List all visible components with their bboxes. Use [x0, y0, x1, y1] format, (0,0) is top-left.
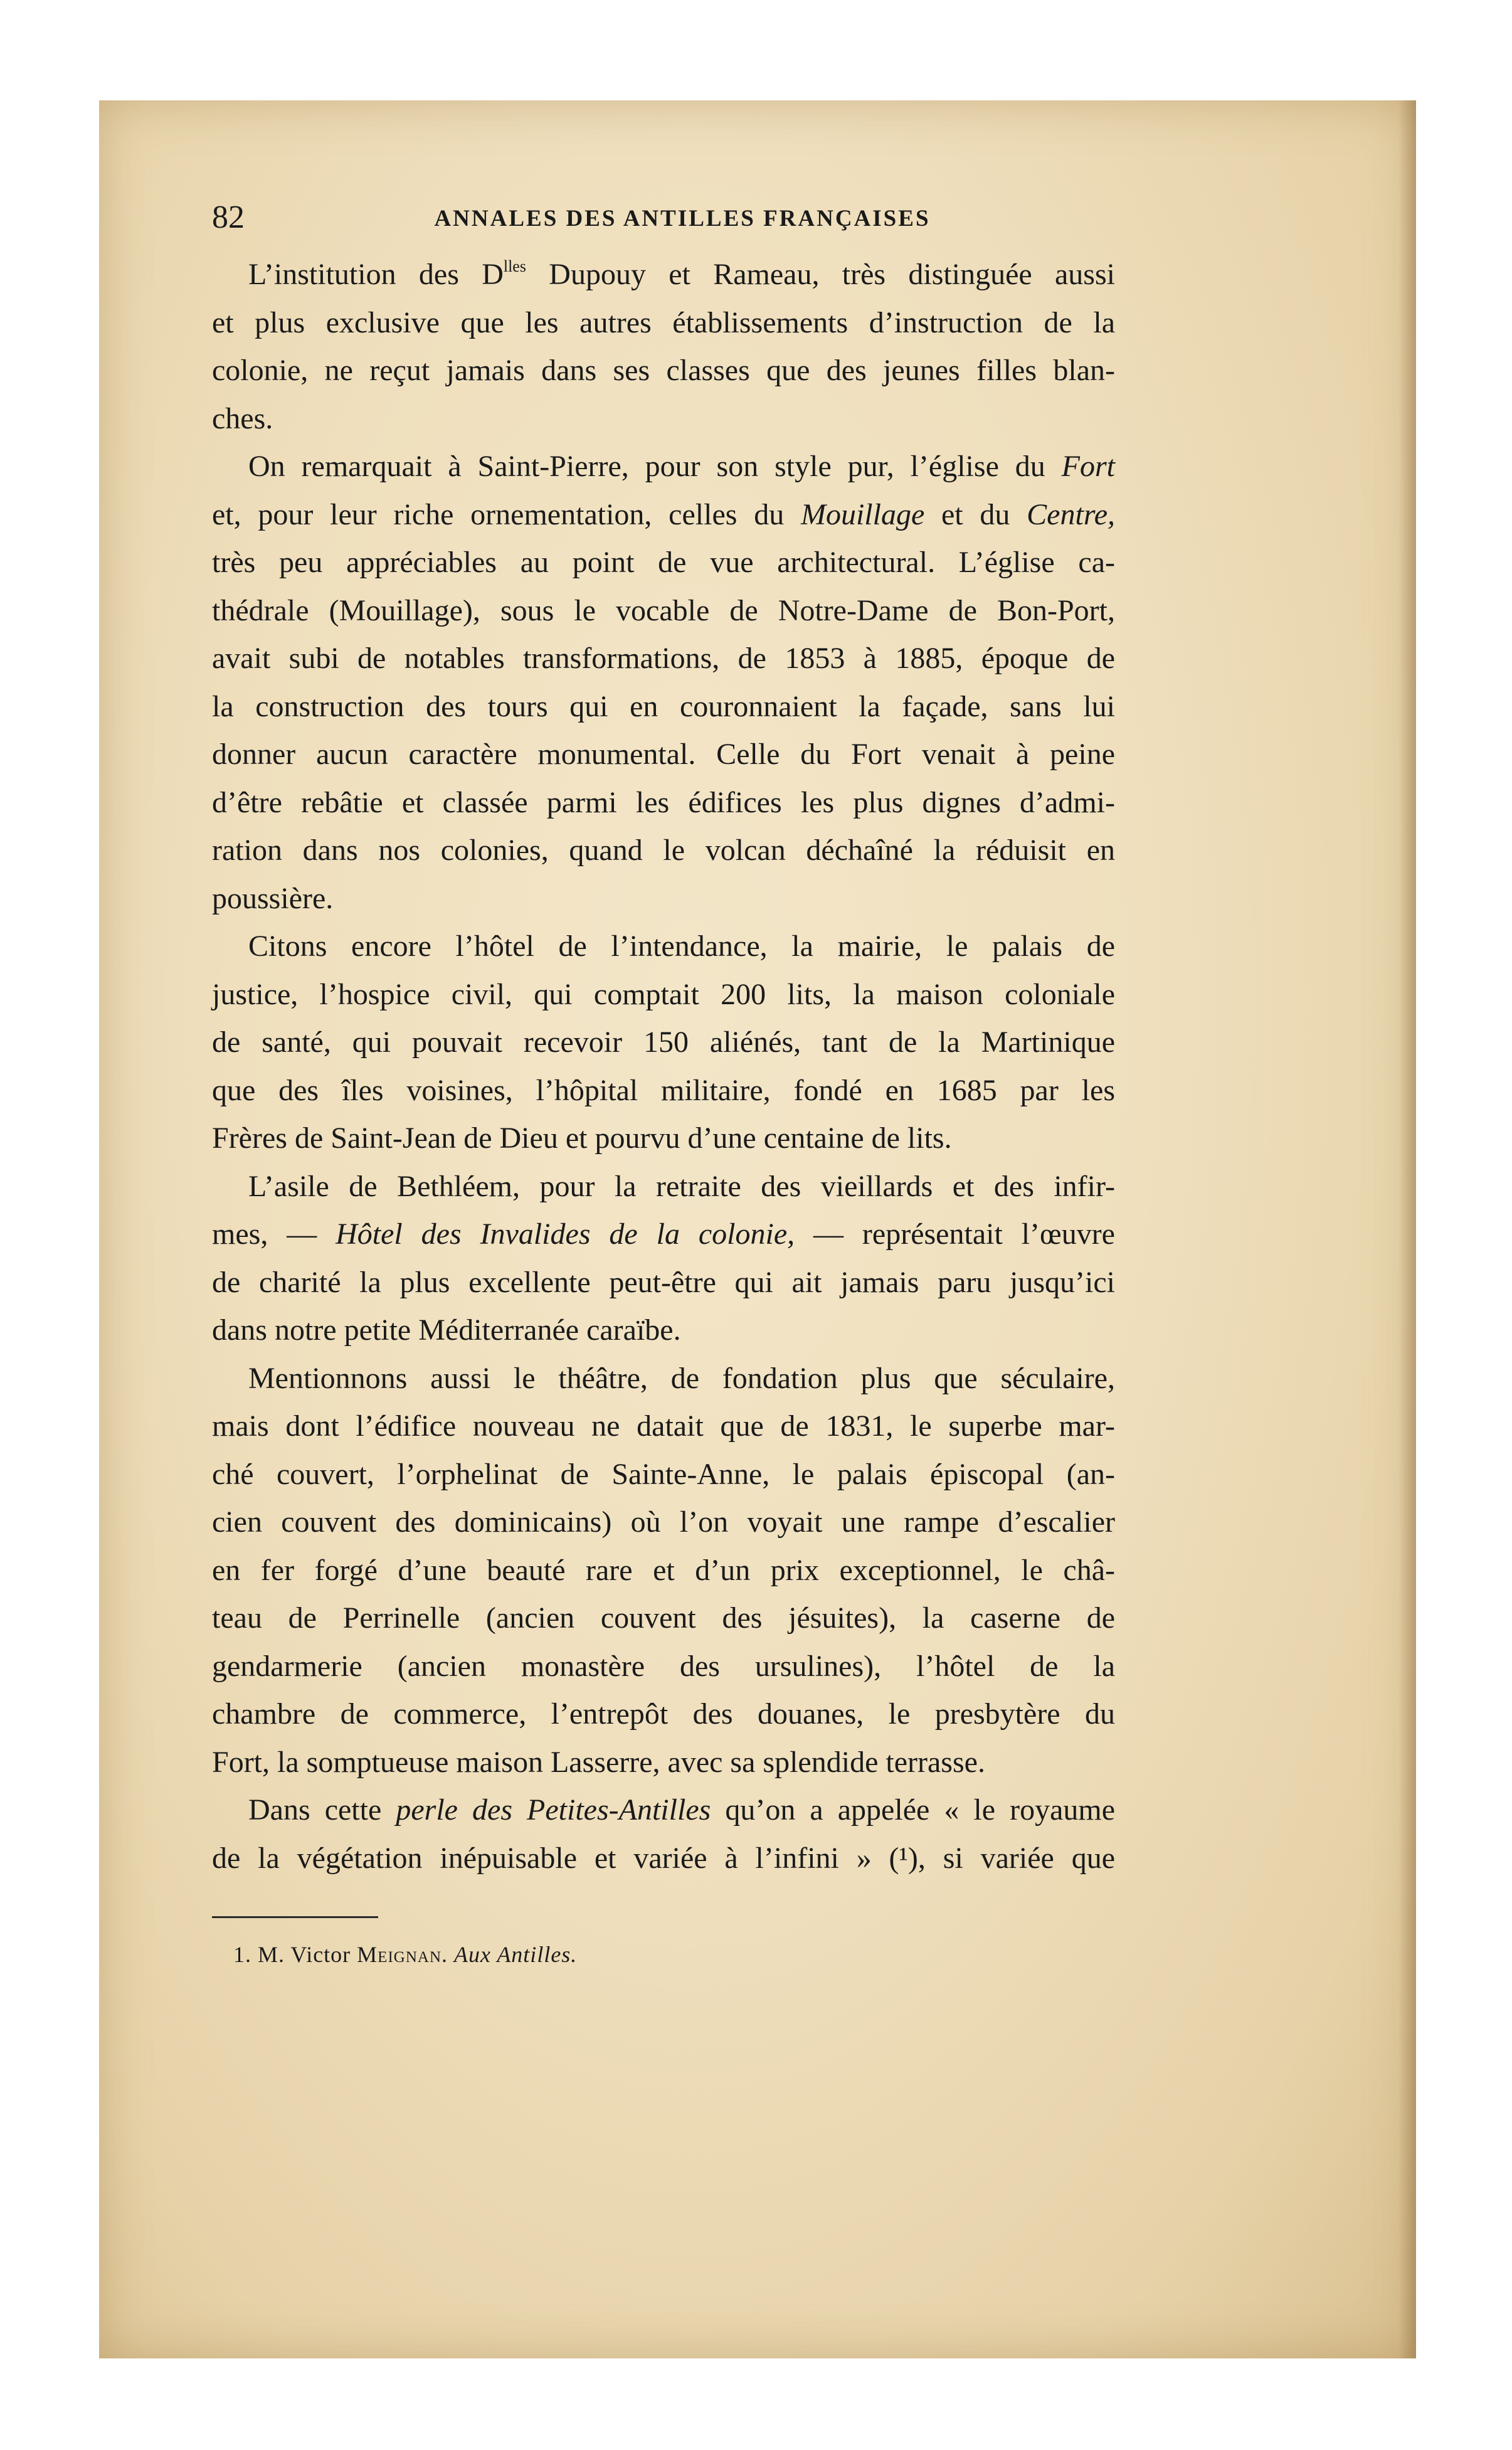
paragraph	[212, 1163, 1115, 1355]
text-line: très peu appréciables au point de vue architectural. L’église ca-	[212, 546, 1115, 579]
text-line: Citons encore l’hôtel de l’intendance, la mairie, le palais de	[248, 930, 1115, 963]
text-line: et plus exclusive que les autres établissements d’instruction de la	[212, 305, 1115, 339]
text-line: donner aucun caractère monumental. Celle du Fort venait à peine	[212, 738, 1115, 771]
text-line: la construction des tours qui en couronnaient la façade, sans lui	[212, 689, 1115, 723]
paragraph	[212, 251, 1115, 443]
footnote-author-name: Meignan	[357, 1942, 441, 1967]
text-line: colonie, ne reçut jamais dans ses classes que des jeunes filles blan-	[212, 354, 1115, 387]
text-line: ché couvert, l’orphelinat de Sainte-Anne, le palais épiscopal (an-	[212, 1457, 1115, 1491]
text-line: Frères de Saint-Jean de Dieu et pourvu d’une centaine de lits.	[212, 1122, 952, 1155]
text-line: de santé, qui pouvait recevoir 150 aliénés, tant de la Martinique	[212, 1026, 1115, 1059]
text-line: Mentionnons aussi le théâtre, de fondation plus que séculaire,	[248, 1361, 1115, 1395]
text-line: justice, l’hospice civil, qui comptait 200 lits, la maison coloniale	[212, 977, 1115, 1011]
footnote-rule	[212, 1916, 378, 1918]
paragraph	[212, 443, 1115, 923]
text-line: dans notre petite Méditerranée caraïbe.	[212, 1313, 681, 1347]
text-line: ches.	[212, 401, 273, 435]
text-line: On remarquait à Saint-Pierre, pour son style pur, l’église du Fort	[248, 450, 1115, 483]
text-line: d’être rebâtie et classée parmi les édifices les plus dignes d’admi-	[212, 785, 1115, 819]
text-line: L’institution des $D^{lles}$ Dupouy et Rameau, très distinguée aussi	[248, 257, 1115, 291]
text-line: chambre de commerce, l’entrepôt des douanes, le presbytère du	[212, 1697, 1115, 1731]
text-line: gendarmerie (ancien monastère des ursulines), l’hôtel de la	[212, 1649, 1115, 1683]
page-header	[212, 199, 1115, 243]
text-line: Fort, la somptueuse maison Lasserre, avec sa splendide terrasse.	[212, 1745, 985, 1779]
text-line: de charité la plus excellente peut-être qui ait jamais paru jusqu’ici	[212, 1265, 1115, 1299]
text-line: et, pour leur riche ornementation, celles du Mouillage et du Centre,	[212, 497, 1116, 531]
text-line: poussière.	[212, 881, 334, 915]
text-line: que des îles voisines, l’hôpital militaire, fondé en 1685 par les	[212, 1073, 1115, 1107]
footnote-number: 1.	[233, 1942, 251, 1967]
text-line: de la végétation inépuisable et variée à l’infini » (¹), si variée que	[212, 1841, 1115, 1875]
text-line: thédrale (Mouillage), sous le vocable de Notre-Dame de Bon-Port,	[212, 593, 1115, 627]
footnote: 1. M. Victor Meignan. Aux Antilles.	[233, 1942, 578, 1967]
paragraph	[212, 923, 1115, 1163]
footnote-title: Aux Antilles.	[454, 1942, 578, 1967]
page-number: 82	[212, 199, 245, 235]
text-line: teau de Perrinelle (ancien couvent des jésuites), la caserne de	[212, 1601, 1115, 1635]
text-line: en fer forgé d’une beauté rare et d’un prix exceptionnel, le châ-	[212, 1553, 1115, 1587]
paragraph	[212, 1786, 1115, 1882]
text-line: ration dans nos colonies, quand le volcan déchaîné la réduisit en	[212, 834, 1115, 867]
text-line: Dans cette perle des Petites-Antilles qu’on a appelée « le royaume	[248, 1793, 1116, 1827]
paragraph	[212, 1355, 1115, 1787]
text-line: cien couvent des dominicains) où l’on voyait une rampe d’escalier	[212, 1505, 1115, 1539]
text-line: avait subi de notables transformations, de 1853 à 1885, époque de	[212, 642, 1115, 675]
body-text	[212, 251, 1115, 1882]
text-line: mais dont l’édifice nouveau ne datait que de 1831, le superbe mar-	[212, 1409, 1115, 1443]
footnote-author-prefix: M. Victor	[258, 1942, 357, 1967]
running-head: ANNALES DES ANTILLES FRANÇAISES	[434, 206, 931, 231]
text-line: L’asile de Bethléem, pour la retraite des vieillards et des infir-	[248, 1169, 1115, 1203]
text-line: mes, — Hôtel des Invalides de la colonie, — représentait l’œuvre	[212, 1217, 1115, 1251]
